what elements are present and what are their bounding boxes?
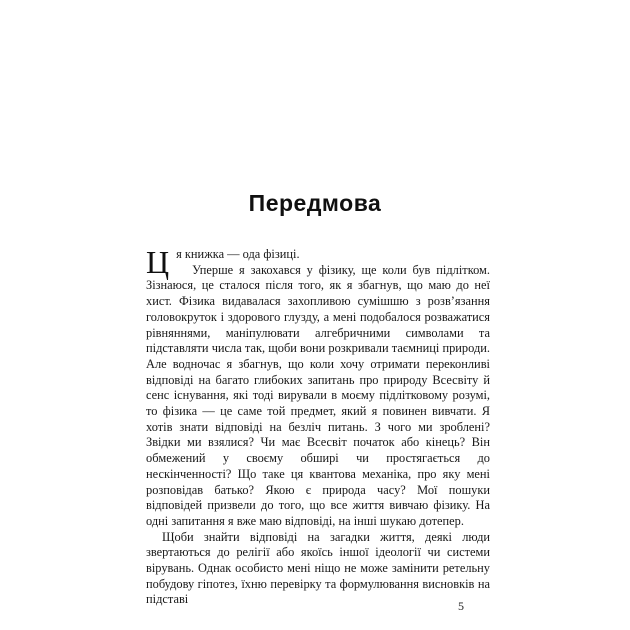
dropcap-letter: Ц [146,244,170,280]
paragraph-opening-text: я книжка — ода фізиці. [176,247,300,261]
paragraph-opening [146,244,490,280]
chapter-title: Передмова [248,190,382,216]
paragraph: Уперше я закохався у фізику, ще коли був підлітком. Зізнаюся, це сталося після того, як я збагнув, що маю до неї хист. Фізика видавалася захопливою сумішшю з розв’язання головокруток і здорового глузду, а мені подобалося розважатися рівняннями, маніпулювати алгебричними символами та підставляти числа так, щоби вони розкривали таємниці природи. Але водночас я збагнув, що коли хочу отримати переконливі відповіді на багато глибоких запитань про природу Всесвіту й сенс існування, які тоді вирували в моєму підлітковому розумі, то фізика — це саме той предмет, який я повинен вивчати. Я хотів знати відповіді на безліч питань. З чого ми зроблені? Звідки ми взялися? Чи має Всесвіт початок або кінець? Він обмежений у своєму обширі чи простягається до нескінченності? Що таке ця квантова механіка, про яку мені розповідав батько? Якою є природа часу? Мої пошуки відповідей призвели до того, що все життя вивчаю фізику. На одні запитання я вже маю відповіді, на інші шукаю дотепер. [146,262,490,528]
body-text [146,244,490,608]
paragraph: Щоби знайти відповіді на загадки життя, деякі люди звертаються до релігії або якоїсь іншої ідеології чи системи вірувань. Однак особисто мені ніщо не може замінити ретельну побудову гіпотез, їхню перевірку та формулювання висновків на підставі [146,529,490,607]
page-number: 5 [458,599,464,613]
